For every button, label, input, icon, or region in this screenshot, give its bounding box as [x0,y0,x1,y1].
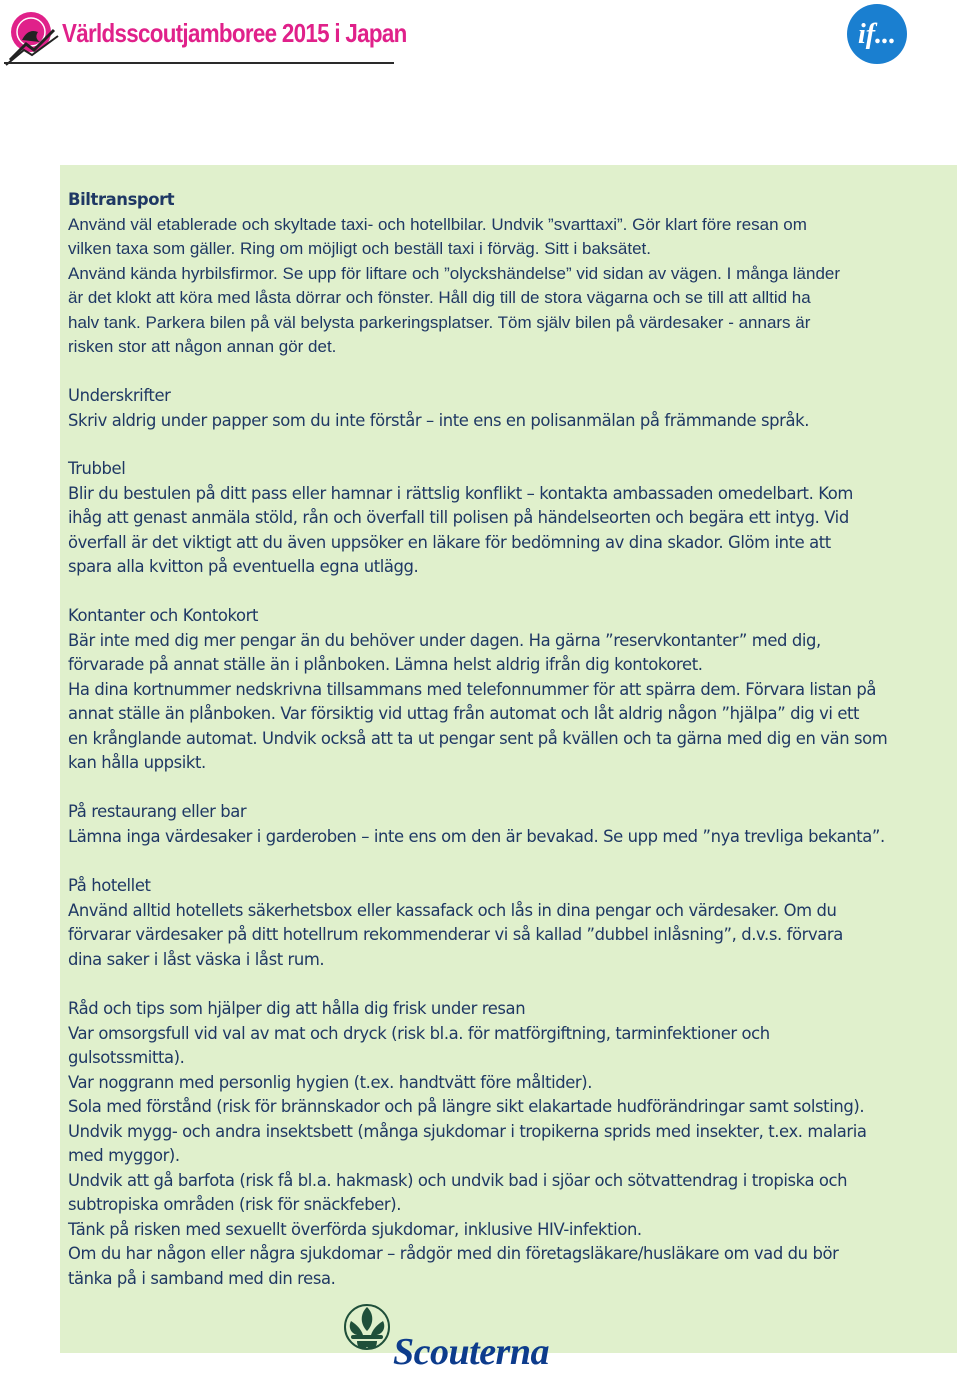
text-line: Lämna inga värdesaker i garderoben – inte ens om den är bevakad. Se upp med ”nya trevliga bekanta”. [68,826,885,846]
header-title: Världsscoutjamboree 2015 i Japan [62,18,407,48]
text-line: tänka på i samband med din resa. [68,1268,336,1288]
text-line: Använd väl etablerade och skyltade taxi- och hotellbilar. Undvik ”svarttaxi”. Gör klart före resan om [68,214,807,234]
text-line: Ha dina kortnummer nedskrivna tillsammans med telefonnummer för att spärra dem. Förvara listan på [68,679,876,699]
text-line: halv tank. Parkera bilen på väl belysta parkeringsplatser. Töm själv bilen på värdesaker - annars är [68,312,811,332]
header-divider [4,62,394,64]
text-line: Tänk på risken med sexuellt överförda sjukdomar, inklusive HIV-infektion. [68,1219,642,1239]
content-box [60,165,957,1353]
text-line: Undvik att gå barfota (risk få bl.a. hakmask) och undvik bad i sjöar och sötvattendrag i tropiska och [68,1170,848,1190]
section-heading: På restaurang eller bar [68,802,247,821]
text-line: Sola med förstånd (risk för brännskador och på längre sikt elakartade hudförändringar samt solsting). [68,1097,865,1116]
section-body [68,213,928,360]
text-line: en krånglande automat. Undvik också att ta ut pengar sent på kvällen och ta gärna med dig en vän som [68,728,888,748]
text-line: förvarar värdesaker på ditt hotellrum rekommenderar vi så kallad ”dubbel inlåsning”, d.v.s. förvara [68,925,843,944]
text-line: Blir du bestulen på ditt pass eller hamnar i rättslig konflikt – kontakta ambassaden omedelbart. Kom [68,483,853,503]
section-heading: Trubbel [68,459,126,478]
text-line: förvarade på annat ställe än i plånboken. Lämna helst aldrig ifrån dig kontokoret. [68,655,703,674]
text-line: annat ställe än plånboken. Var försiktig vid uttag från automat och låt aldrig någon ”hjälpa” dig vi ett [68,704,860,723]
text-line: Var noggrann med personlig hygien (t.ex. handtvätt före måltider). [68,1072,593,1092]
text-line: Bär inte med dig mer pengar än du behöver under dagen. Ha gärna ”reservkontanter” med dig, [68,630,821,650]
text-line: dina saker i låst väska i låst rum. [68,949,325,969]
section-body [68,1022,928,1292]
text-line: Om du har någon eller några sjukdomar – rådgör med din företagsläkare/husläkare om vad du bör [68,1244,839,1263]
section-biltransport [68,188,928,360]
text-line: spara alla kvitton på eventuella egna utlägg. [68,557,419,576]
text-line: överfall är det viktigt att du även uppsöker en läkare för bedömning av dina skador. Glöm inte att [68,532,831,552]
section-heading: Kontanter och Kontokort [68,606,259,625]
footer-brand: Scouterna [393,1331,549,1373]
text-line: subtropiska områden (risk för snäckfeber). [68,1195,402,1214]
text-line: Använd kända hyrbilsfirmor. Se upp för liftare och ”olyckshändelse” vid sidan av vägen. I många länder [68,263,841,283]
section-body [68,629,928,776]
text-line: Använd alltid hotellets säkerhetsbox eller kassafack och lås in dina pengar och värdesaker. Om du [68,900,837,920]
text-line: Skriv aldrig under papper som du inte förstår – inte ens en polisanmälan på främmande språk. [68,410,810,430]
section-body [68,409,928,434]
text-line: kan hålla uppsikt. [68,753,206,772]
text-line: risken stor att någon annan gör det. [68,337,337,356]
section-halsa [68,997,928,1291]
jamboree-logo-icon [4,10,60,66]
text-line: Var omsorgsfull vid val av mat och dryck (risk bl.a. för matförgiftning, tarminfektioner och [68,1023,770,1043]
section-heading: Biltransport [68,190,175,209]
section-body [68,899,928,973]
text-line: är det klokt att köra med låsta dörrar och fönster. Håll dig till de stora vägarna och se till att alltid ha [68,288,811,307]
section-body [68,482,928,580]
text-line: med myggor). [68,1146,180,1165]
section-body [68,825,928,850]
text-line: gulsotssmitta). [68,1048,185,1067]
text-line: vilken taxa som gäller. Ring om möjligt och beställ taxi i förväg. Sitt i baksätet. [68,239,651,258]
page-header [0,0,960,70]
section-underskrifter [68,384,928,433]
text-line: Undvik mygg- och andra insektsbett (många sjukdomar i tropikerna sprids med insekter, t.ex. malaria [68,1121,867,1141]
section-trubbel [68,457,928,580]
text-line: ihåg att genast anmäla stöld, rån och överfall till polisen på händelseorten och begära ett intyg. Vid [68,508,849,527]
section-heading: Råd och tips som hjälper dig att hålla dig frisk under resan [68,999,526,1018]
section-heading: Underskrifter [68,386,171,405]
section-heading: På hotellet [68,876,151,895]
section-hotellet [68,874,928,972]
section-kontanter [68,604,928,776]
section-restaurang [68,800,928,849]
if-insurance-logo-icon [846,3,908,65]
if-logo-text: if... [857,19,897,50]
